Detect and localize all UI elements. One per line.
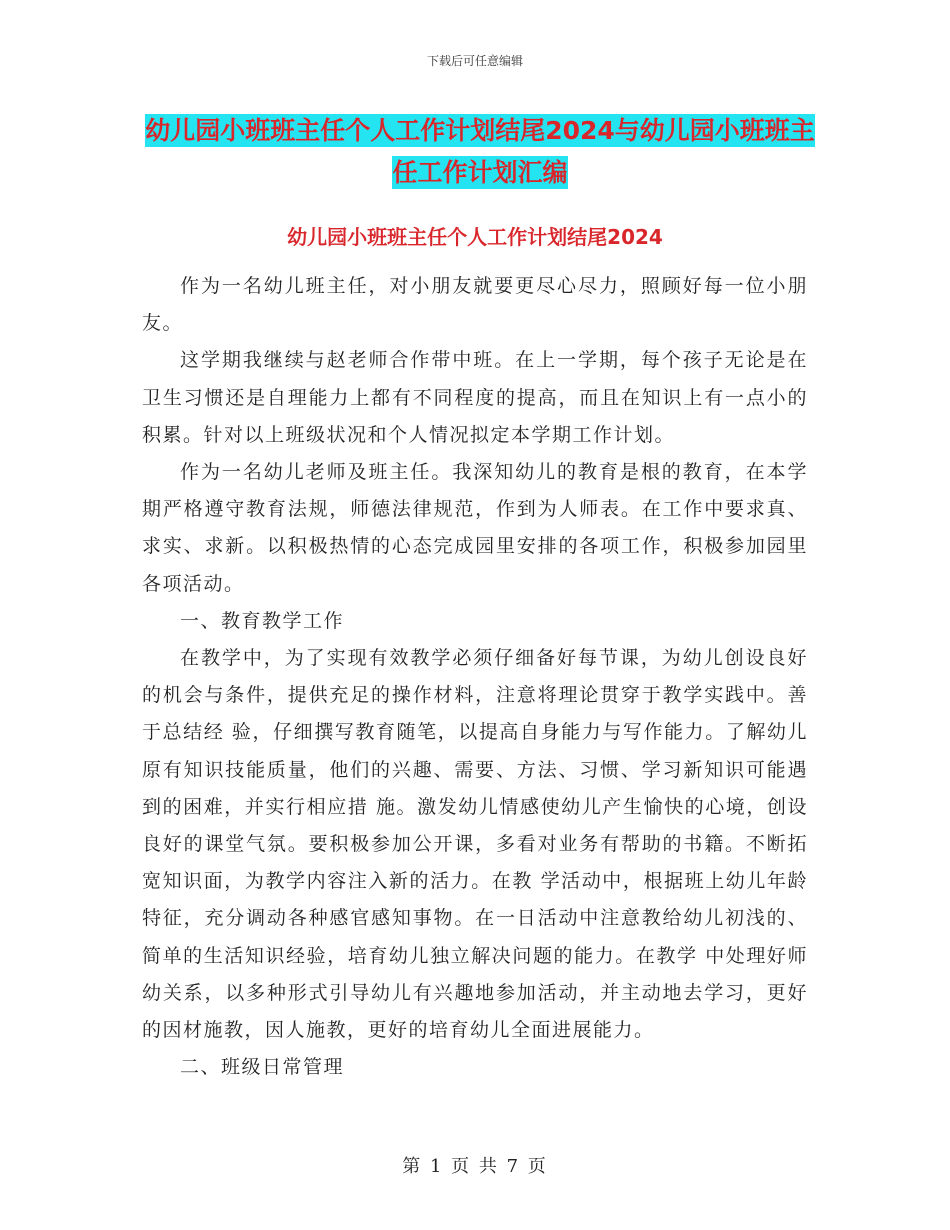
- paragraph: 作为一名幼儿班主任，对小朋友就要更尽心尽力，照顾好每一位小朋友。: [142, 275, 808, 335]
- section-heading-education: 一、教育教学工作: [180, 609, 345, 632]
- paragraph: 在教学中，为了实现有效教学必须仔细备好每节课，为幼儿创设良好的机会与条件，提供充足的操作材料，注意将理论贯穿于教学实践中。善于总结经 验，仔细撰写教育随笔，以提高自身能力与写作能力。了解幼儿原有知识技能质量，他们的兴趣、需要、方法、习惯、学习新知识可能遇到的困难，并实行相应措 施。激发幼儿情感使幼儿产生愉快的心境，创设良好的课堂气氛。要积极参加公开课，多看对业务有帮助的书籍。不断拓宽知识面，为教学内容注入新的活力。在教 学活动中，根据班上幼儿年龄特征，充分调动各种感官感知事物。在一日活动中注意教给幼儿初浅的、简单的生活知识经验，培育幼儿独立解决问题的能力。在教学 中处理好师幼关系，以多种形式引导幼儿有兴趣地参加活动，并主动地去学习，更好的因材施教，因人施教，更好的培育幼儿全面进展能力。: [142, 647, 808, 1042]
- section-title: 幼儿园小班班主任个人工作计划结尾2024: [287, 225, 663, 249]
- body-text: [142, 268, 808, 1086]
- header-note: 下载后可任意编辑: [426, 54, 523, 68]
- page-number: 第 1 页 共 7 页: [402, 1156, 548, 1177]
- document-title: [140, 110, 820, 194]
- paragraph: 这学期我继续与赵老师合作带中班。在上一学期，每个孩子无论是在卫生习惯还是自理能力上都有不同程度的提高，而且在知识上有一点小的积累。针对以上班级状况和个人情况拟定本学期工作计划。: [142, 349, 808, 446]
- document-title-text: 幼儿园小班班主任个人工作计划结尾2024与幼儿园小班班主任工作计划汇编: [145, 116, 815, 187]
- paragraph: 作为一名幼儿老师及班主任。我深知幼儿的教育是根的教育，在本学期严格遵守教育法规，师德法律规范，作到为人师表。在工作中要求真、求实、求新。以积极热情的心态完成园里安排的各项工作，积极参加园里各项活动。: [142, 461, 808, 595]
- section-heading-class-management: 二、班级日常管理: [180, 1056, 345, 1079]
